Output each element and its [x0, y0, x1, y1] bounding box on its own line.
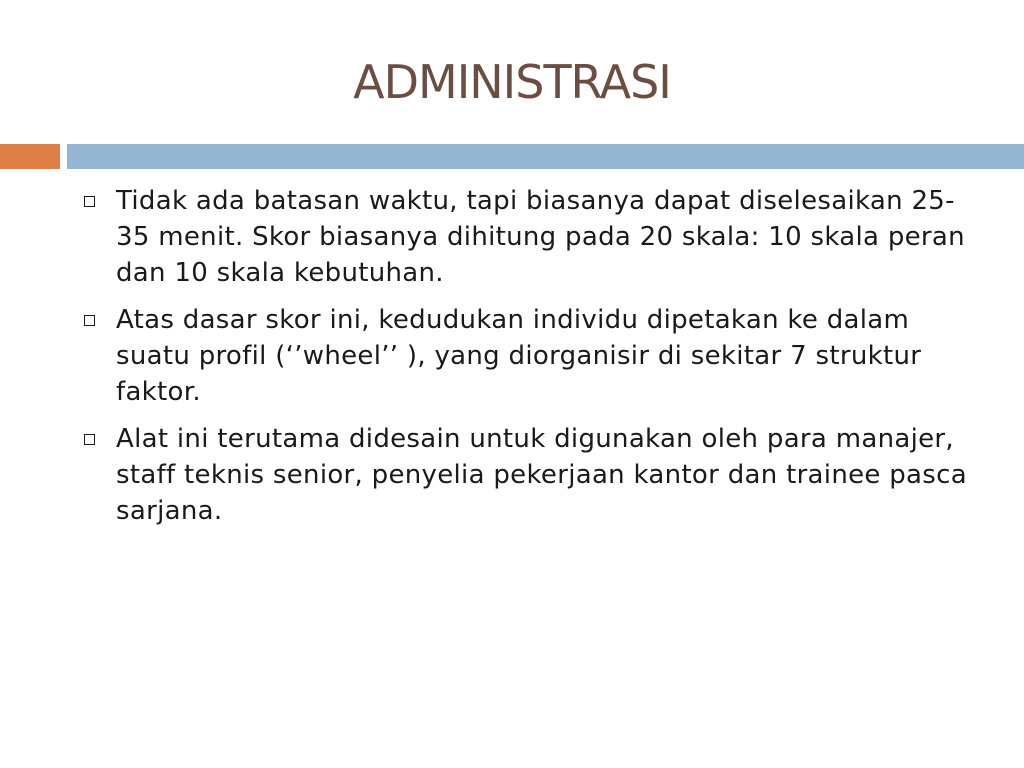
bullet-text: Alat ini terutama didesain untuk digunakan oleh para manajer, staff teknis senior, penyelia pekerjaan kantor dan trainee pasca sarjana.	[116, 424, 967, 526]
accent-bar-blue	[67, 144, 1024, 169]
square-bullet-icon	[84, 315, 95, 326]
accent-bar-orange	[0, 144, 60, 169]
slide-title: ADMINISTRASI	[353, 55, 671, 109]
bullet-text: Atas dasar skor ini, kedudukan individu dipetakan ke dalam suatu profil (‘’wheel’’ ), yang diorganisir di sekitar 7 struktur faktor.	[116, 305, 922, 407]
bullet-item	[78, 421, 978, 529]
bullet-list	[78, 183, 978, 540]
bullet-item	[78, 302, 978, 410]
bullet-item	[78, 183, 978, 291]
bullet-text: Tidak ada batasan waktu, tapi biasanya dapat diselesaikan 25-35 menit. Skor biasanya dihitung pada 20 skala: 10 skala peran dan 10 skala kebutuhan.	[116, 186, 965, 288]
square-bullet-icon	[84, 434, 95, 445]
square-bullet-icon	[84, 196, 95, 207]
